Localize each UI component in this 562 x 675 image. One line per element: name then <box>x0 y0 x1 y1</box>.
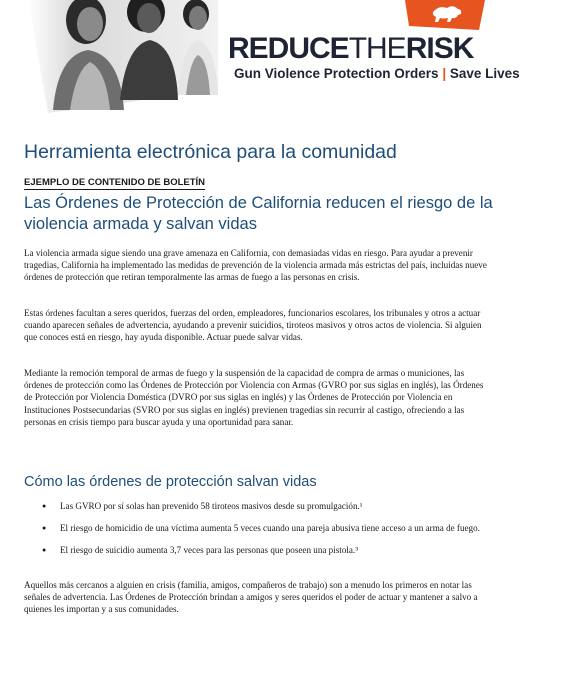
article-headline: Las Órdenes de Protección de California reducen el riesgo de la violencia armada y salvan vidas <box>24 194 493 233</box>
tagline-separator: | <box>442 66 447 81</box>
brand-risk: RISK <box>405 32 474 65</box>
paragraph-1: La violencia armada sigue siendo una grave amenaza en California, con demasiadas vidas en riesgo. Para ayudar a prevenir tragedias, California ha implementado las medidas de prevención de la violencia armada más estrictas del país, incluidas nueve órdenes de protección que retiran temporalmente las armas de fuego a las personas en crisis. <box>24 248 487 283</box>
list-item: ● El riesgo de homicidio de una víctima aumenta 5 veces cuando una pareja abusiva tiene acceso a un arma de fuego. <box>24 522 494 535</box>
california-flag-icon <box>405 0 485 34</box>
closing-paragraph: Aquellos más cercanos a alguien en crisis (familia, amigos, compañeros de trabajo) son a menudo los primeros en notar las señales de advertencia. Las Órdenes de Protección brindan a amigos y seres queridos el poder de actuar y mantener a salvo a quienes les importan y a sus comunidades. <box>24 580 478 615</box>
people-photo <box>28 0 218 113</box>
section-subhead: Cómo las órdenes de protección salvan vidas <box>24 474 317 490</box>
paragraph-2: Estas órdenes facultan a seres queridos, fuerzas del orden, empleadores, funcionarios escolares, los tribunales y otros a actuar cuando aparecen señales de advertencia, ayudando a prevenir suicidios, tiroteos masivos y otros actos de violencia. Si alguien que conoces está en riesgo, hay ayuda disponible. Actuar puede salvar vidas. <box>24 308 482 343</box>
brand-logo <box>228 34 473 64</box>
sample-content-label: EJEMPLO DE CONTENIDO DE BOLETÍN <box>24 177 206 188</box>
stats-list <box>24 500 494 566</box>
tagline-part2: Save Lives <box>449 66 520 81</box>
brand-the: THE <box>348 32 406 65</box>
tagline-part1: Gun Violence Protection Orders <box>234 66 439 81</box>
header-banner <box>0 0 562 118</box>
paragraph-3: Mediante la remoción temporal de armas de fuego y la suspensión de la capacidad de compra de armas o municiones, las órdenes de protección como las Órdenes de Protección por Violencia con Armas (GVRO por sus siglas en inglés), las Órdenes de Protección por Violencia Doméstica (DVRO por sus siglas en inglés) y las Órdenes de Protección por Violencia en Instituciones Postsecundarias (SVRO por sus siglas en inglés) previenen tragedias sin recurrir al castigo, ofreciendo a las personas en crisis tiempo para buscar ayuda y una oportunidad para sanar. <box>24 368 484 427</box>
list-item: ● Las GVRO por sí solas han prevenido 58 tiroteos masivos desde su promulgación.¹ <box>24 500 494 513</box>
list-item: ● El riesgo de suicidio aumenta 3,7 veces para las personas que poseen una pistola.³ <box>24 544 494 557</box>
toolkit-title: Herramienta electrónica para la comunidad <box>24 141 397 163</box>
brand-tagline <box>234 66 520 81</box>
brand-reduce: REDUCE <box>228 32 349 65</box>
